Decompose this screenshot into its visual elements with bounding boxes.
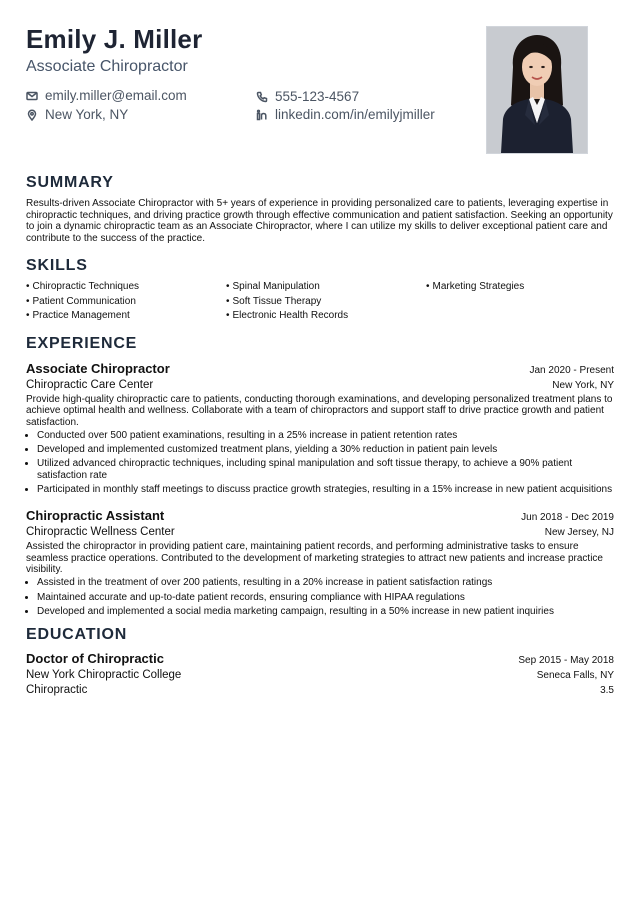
job-description: Provide high-quality chiropractic care to patients, conducting thorough examinations, and developing personalized treatment plans to achieve optimal health and wellness. Collaborate with a team of chiropractors and support staff to drive practice growth and patient satisfaction. — [26, 394, 613, 428]
achievement-item: • Maintained accurate and up-to-date patient records, ensuring compliance with HIPAA regulations — [37, 592, 614, 603]
gpa: 3.5 — [600, 685, 614, 696]
contact-email[interactable] — [26, 88, 187, 103]
skill-item: • Practice Management — [26, 310, 226, 322]
skill-item: • Marketing Strategies — [426, 281, 614, 293]
skills-heading: SKILLS — [26, 257, 88, 274]
achievement-item: • Utilized advanced chiropractic techniques, including spinal manipulation and soft tissue therapy, to achieve a 90% patient satisfaction rate — [37, 458, 614, 481]
achievement-item: • Conducted over 500 patient examinations, resulting in a 25% increase in patient retention rates — [37, 430, 614, 441]
email-icon — [26, 90, 38, 102]
candidate-name: Emily J. Miller — [26, 24, 203, 54]
skill-empty — [426, 310, 614, 322]
education-heading: EDUCATION — [26, 626, 128, 643]
experience-entry — [26, 361, 614, 495]
experience-section — [26, 335, 614, 620]
education-section — [26, 626, 614, 696]
phone-text[interactable]: 555-123-4567 — [275, 89, 360, 104]
summary-heading: SUMMARY — [26, 174, 114, 191]
job-company: Chiropractic Care Center — [26, 379, 154, 391]
job-company: Chiropractic Wellness Center — [26, 526, 175, 539]
field-of-study: Chiropractic — [26, 684, 88, 696]
location-text: New York, NY — [45, 107, 129, 122]
school-location: Seneca Falls, NY — [536, 670, 614, 681]
school: New York Chiropractic College — [26, 669, 182, 681]
achievement-item: • Assisted in the treatment of over 200 patients, resulting in a 20% increase in patient satisfaction ratings — [37, 577, 614, 588]
resume-header — [26, 0, 614, 160]
skill-item: • Patient Communication — [26, 296, 226, 308]
job-location: New Jersey, NJ — [544, 527, 614, 539]
portrait-illustration — [487, 27, 587, 153]
linkedin-icon — [256, 109, 268, 121]
contact-linkedin[interactable] — [256, 107, 435, 122]
job-role: Associate Chiropractor — [26, 361, 170, 376]
contact-phone[interactable] — [256, 89, 359, 104]
candidate-title: Associate Chiropractor — [26, 58, 188, 75]
achievement-item: • Developed and implemented a social media marketing campaign, resulting in a 50% increase in new patient inquiries — [37, 606, 614, 617]
achievement-item: • Developed and implemented customized treatment plans, yielding a 30% reduction in patient pain levels — [37, 444, 614, 455]
profile-photo — [486, 26, 588, 154]
location-pin-icon — [26, 109, 38, 121]
contact-location — [26, 107, 128, 122]
experience-heading: EXPERIENCE — [26, 335, 138, 352]
phone-icon — [256, 91, 268, 103]
skill-item: • Chiropractic Techniques — [26, 281, 226, 293]
skill-item: • Electronic Health Records — [226, 310, 426, 322]
summary-section — [26, 174, 614, 244]
summary-text: Results-driven Associate Chiropractor with 5+ years of experience in providing personalized care to patients, leveraging expertise in chiropractic techniques, and driving practice growth through effective communication and patient satisfaction. Seeking an opportunity to join a dynamic chiropractic team as an Associate Chiropractor, where I can utilize my skills to deliver exceptional patient care and contribute to the success of the practice. — [26, 198, 613, 244]
job-achievements — [26, 577, 614, 617]
job-dates: Jun 2018 - Dec 2019 — [521, 512, 614, 524]
skills-list — [26, 281, 614, 322]
skill-item: • Spinal Manipulation — [226, 281, 426, 293]
education-dates: Sep 2015 - May 2018 — [518, 655, 614, 666]
skill-item: • Soft Tissue Therapy — [226, 296, 426, 308]
education-entry — [26, 651, 614, 696]
skills-section — [26, 257, 614, 322]
achievement-item: • Participated in monthly staff meetings to discuss practice growth strategies, resulting in a 15% increase in new patient acquisitions — [37, 484, 614, 495]
skill-empty — [426, 296, 614, 308]
experience-entry — [26, 508, 614, 617]
degree: Doctor of Chiropractic — [26, 651, 164, 666]
job-location: New York, NY — [552, 380, 614, 391]
job-role: Chiropractic Assistant — [26, 508, 165, 524]
linkedin-text[interactable]: linkedin.com/in/emilyjmiller — [275, 107, 435, 122]
job-dates: Jan 2020 - Present — [529, 365, 614, 376]
job-achievements — [26, 430, 614, 495]
job-description: Assisted the chiropractor in providing patient care, maintaining patient records, and performing administrative tasks to ensure seamless practice operations. Contributed to the development of marketing strategies to attract new patients and increase practice visibility. — [26, 541, 603, 575]
email-text[interactable]: emily.miller@email.com — [45, 88, 187, 103]
